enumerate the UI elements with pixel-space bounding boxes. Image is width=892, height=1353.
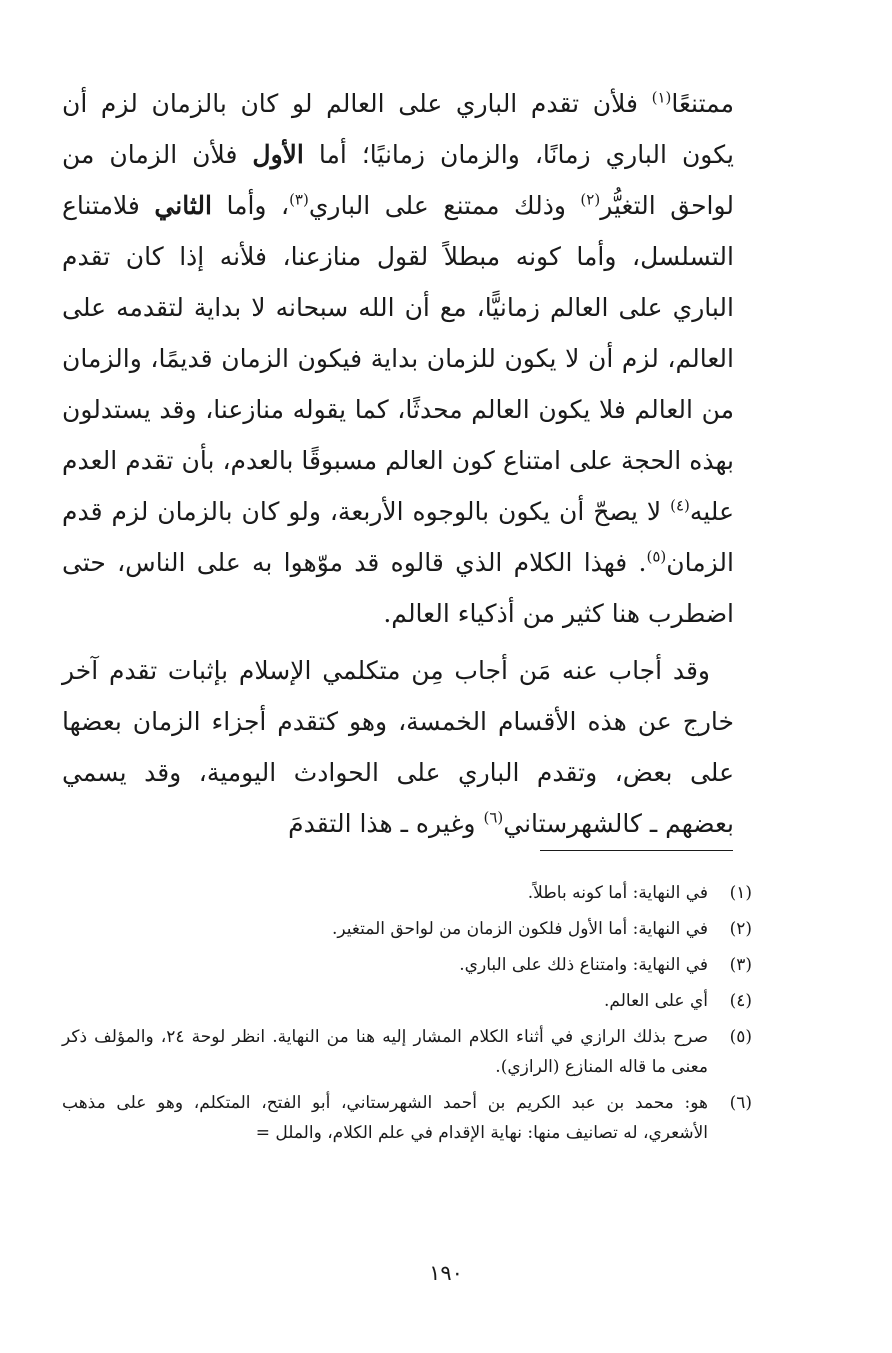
footnote-text: صرح بذلك الرازي في أثناء الكلام المشار إليه هنا من النهاية. انظر لوحة ٢٤، والمؤلف ذكر معنى ما قاله المنازع (الرازي). <box>62 1027 709 1077</box>
footnote-text: أي على العالم. <box>604 991 708 1011</box>
text-run: . فهذا الكلام الذي قالوه قد موّهوا به على الناس، حتى اضطرب هنا كثير من أذكياء العالم. <box>62 548 734 628</box>
text-run: فلأن تقدم الباري على العالم لو كان بالزمان لزم أن يكون الباري زمانًا، والزمان زمانيًا؛ أما <box>62 89 734 169</box>
footnote-number: (٢) <box>729 919 752 939</box>
footnote-ref-4[interactable]: (٤) <box>670 496 690 515</box>
footnote-number: (٦) <box>729 1093 752 1113</box>
footnote-number: (٥) <box>729 1027 752 1047</box>
paragraph-2 <box>62 645 734 849</box>
footnote-item <box>62 878 752 908</box>
footnote-number: (٣) <box>729 955 752 975</box>
footnote-ref-6[interactable]: (٦) <box>483 808 504 827</box>
text-run: ممتنعًا <box>671 89 734 118</box>
footnote-ref-1[interactable]: (١) <box>651 88 672 107</box>
footnote-item <box>62 950 752 980</box>
text-run: لا يصحّ أن يكون بالوجوه الأربعة، ولو كان بالزمان لزم قدم الزمان <box>62 497 734 577</box>
footnote-separator <box>540 850 733 851</box>
footnote-ref-2[interactable]: (٢) <box>580 190 601 209</box>
footnote-number: (١) <box>729 883 752 903</box>
footnote-item <box>62 986 752 1016</box>
footnote-item <box>62 1088 752 1148</box>
main-text <box>62 78 734 849</box>
text-run: وغيره ـ هذا التقدمَ <box>288 809 484 838</box>
text-run: فلامتناع التسلسل، وأما كونه مبطلاً لقول منازعنا، فلأنه إذا كان تقدم الباري على العالم زمانيًّا، مع أن الله سبحانه لا بداية لتقدمه على العالم، لزم أن لا يكون للزمان بداية فيكون الزمان قديمًا، والزمان من العالم فلا يكون العالم محدثًا، كما يقوله منازعنا، وقد يستدلون بهذه الحجة على امتناع كون العالم مسبوقًا بالعدم، بأن تقدم العدم عليه <box>62 191 735 526</box>
footnote-text: في النهاية: أما الأول فلكون الزمان من لواحق المتغير. <box>332 919 708 939</box>
paragraph-1 <box>62 78 734 639</box>
bold-term-first: الأول <box>252 140 304 169</box>
footnote-number: (٤) <box>729 991 752 1011</box>
footnote-text: هو: محمد بن عبد الكريم بن أحمد الشهرستاني، أبو الفتح، المتكلم، وهو على مذهب الأشعري، له تصانيف منها: نهاية الإقدام في علم الكلام، والملل = <box>62 1093 708 1143</box>
footnote-text: في النهاية: أما كونه باطلاً. <box>527 883 708 903</box>
footnote-item <box>62 1022 752 1082</box>
footnote-item <box>62 914 752 944</box>
footnote-text: في النهاية: وامتناع ذلك على الباري. <box>459 955 708 975</box>
footnote-ref-5[interactable]: (٥) <box>646 547 667 566</box>
page-number: ١٩٠ <box>429 1261 463 1285</box>
footnotes <box>62 878 752 1154</box>
bold-term-second: الثاني <box>154 191 212 220</box>
text-run: وذلك ممتنع على الباري <box>308 191 581 220</box>
text-run: فلأن الزمان من لواحق التغيُّر <box>62 140 735 220</box>
text-run: ، وأما <box>211 191 290 220</box>
text-run: وقد أجاب عنه مَن أجاب مِن متكلمي الإسلام بإثبات تقدم آخر خارج عن هذه الأقسام الخمسة، وهو كتقدم أجزاء الزمان بعضها على بعض، وتقدم الباري على الحوادث اليومية، وقد يسمي بعضهم ـ كالشهرستاني <box>62 656 734 838</box>
footnote-ref-3[interactable]: (٣) <box>289 190 309 209</box>
